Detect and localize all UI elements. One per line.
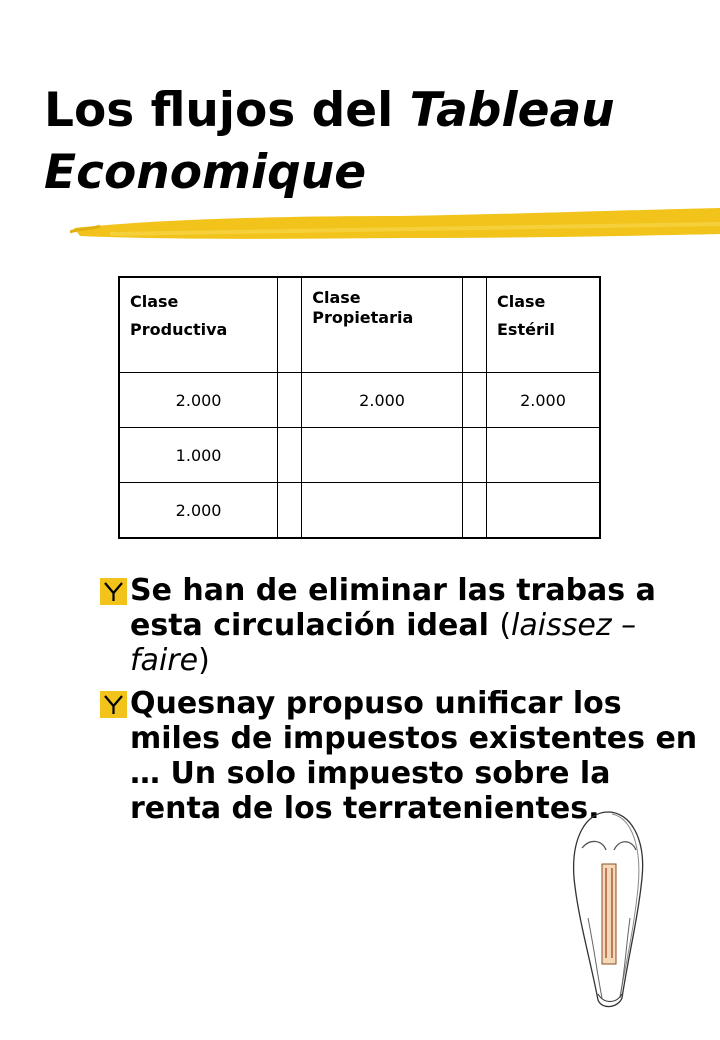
y-bullet-icon [100,691,127,718]
bullet-text: Quesnay propuso unificar los miles de impuestos existentes en … Un solo impuesto sobre la renta de los terratenientes. [130,686,698,826]
table-cell [302,428,463,483]
table-header-row [119,277,600,373]
bullet-paren-close: ) [198,643,210,678]
table-cell: 2.000 [302,373,463,428]
table-row [119,373,600,428]
table-row [119,483,600,539]
bullet-paren-open: ( [499,608,512,643]
table-cell: 1.000 [119,428,278,483]
table-cell [487,428,601,483]
title-italic-tableau: Tableau [409,83,615,138]
bullet-list [100,573,700,834]
header-line2: Productiva [130,320,228,339]
bullet-item [100,573,700,678]
bullet-item [100,686,700,826]
title-prefix: Los flujos del [44,83,410,138]
yellow-brush-underline [70,204,720,244]
gap-cell [462,483,486,539]
bullet-text: Se han de eliminar las trabas a esta circulación ideal [130,573,656,643]
table-cell [487,483,601,539]
header-propietaria [302,277,463,373]
flows-table [118,276,601,539]
gap-cell [278,483,302,539]
gap-cell [278,428,302,483]
table-cell: 2.000 [487,373,601,428]
gap-cell [462,428,486,483]
gap-cell [278,373,302,428]
gap-cell [462,277,486,373]
header-line1: Clase [497,292,546,311]
y-bullet-icon [100,578,127,605]
header-esteril [487,277,601,373]
header-line1: Clase [312,288,361,307]
header-line1: Clase [130,292,179,311]
gap-cell [278,277,302,373]
table-cell: 2.000 [119,373,278,428]
slide-title [44,80,704,204]
header-line2: Propietaria [312,308,414,327]
gap-cell [462,373,486,428]
table-cell [302,483,463,539]
header-line2: Estéril [497,320,555,339]
title-italic-economique: Economique [44,145,367,200]
mask-figure-icon [568,808,650,1013]
table-row [119,428,600,483]
table-cell: 2.000 [119,483,278,539]
bullet-italic: laissez –faire [130,608,637,678]
header-productiva [119,277,278,373]
